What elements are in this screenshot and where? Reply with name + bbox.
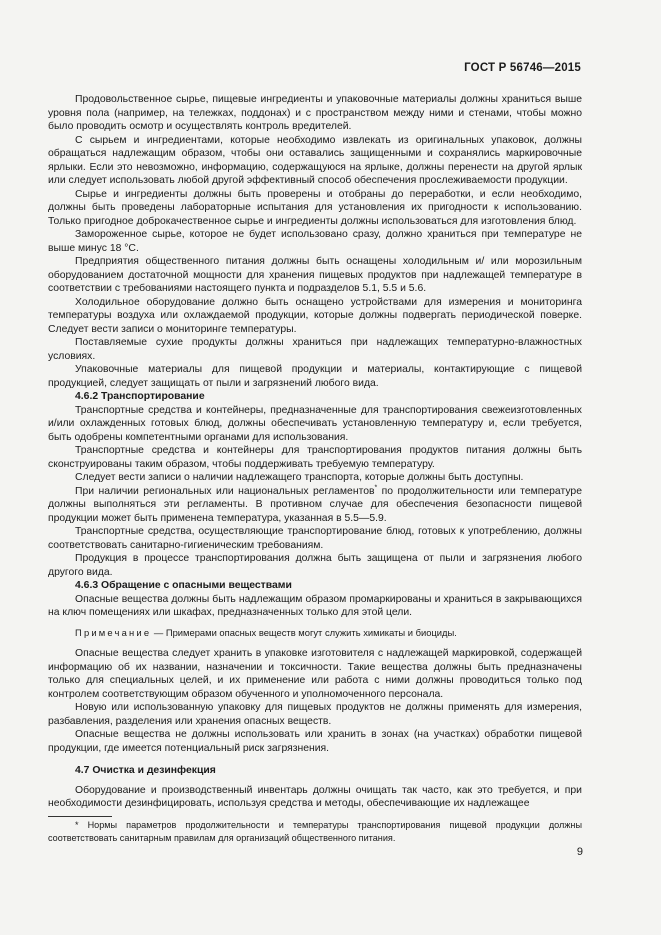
footnote: * Нормы параметров продолжительности и температуры транспортирования пищевой продукции должны соответствовать санитарным правилам для организаций общественного питания. (48, 820, 582, 843)
paragraph: Продукция в процессе транспортирования должна быть защищена от пыли и загрязнения любого другого вида. (48, 553, 582, 578)
note (48, 626, 582, 640)
paragraph: Холодильное оборудование должно быть оснащено устройствами для измерения и мониторинга температуры воздуха или охлаждаемой продукции, которые должны подвергать периодической поверке. Следует вести записи о мониторинге температуры. (48, 296, 582, 335)
paragraph: Транспортные средства, осуществляющие транспортирование блюд, готовых к употреблению, должны соответствовать санитарно-гигиеническим требованиям. (48, 526, 582, 551)
document-header: ГОСТ Р 56746—2015 (464, 62, 581, 74)
paragraph: Продовольственное сырье, пищевые ингредиенты и упаковочные материалы должны храниться выше уровня пола (например, на тележках, поддонах) и с пространством между ними и стенами, чтобы можно было проводить осмотр и осуществлять контроль вредителей. (48, 94, 582, 132)
paragraph-text: по продолжительности или температуре должны выполняться эти регламенты. В противном случае для обеспечения безопасности пищевой продукции может быть применена температура, указанная в 5.5—5.9. (48, 485, 582, 524)
paragraph: Опасные вещества не должны использовать или хранить в зонах (на участках) обработки пищевой продукции, где имеется потенциальный риск загрязнения. (48, 729, 582, 754)
paragraph: Опасные вещества должны быть надлежащим образом промаркированы и храниться в закрывающихся на ключ помещениях или шкафах, предназначенных только для этой цели. (48, 593, 582, 618)
paragraph: Упаковочные материалы для пищевой продукции и материалы, контактирующие с пищевой продукцией, следует защищать от пыли и загрязнений любого вида. (48, 364, 582, 389)
note-text: — Примерами опасных веществ могут служить химикаты и биоциды. (151, 626, 457, 638)
paragraph: Сырье и ингредиенты должны быть проверены и отобраны до переработки, и если необходимо, должны быть проведены лабораторные испытания для установления их пригодности к использованию. Только пригодное доброкачественное сырье и ингредиенты должны использоваться для изготовления блюд. (48, 188, 582, 227)
paragraph: Предприятия общественного питания должны быть оснащены холодильным и/ или морозильным оборудованием достаточной мощности для хранения пищевых продуктов при надлежащей температуре в соответствии с требованиями настоящего пункта и подразделов 5.1, 5.5 и 5.6. (48, 256, 582, 294)
paragraph (48, 485, 582, 526)
paragraph-text: При наличии региональных или национальных регламентов (75, 485, 375, 497)
section-heading-transport: 4.6.2 Транспортирование (75, 391, 205, 402)
paragraph: Транспортные средства и контейнеры, предназначенные для транспортирования свежеизготовленных и/или охлажденных готовых блюд, должны обеспечивать установленную температуру и, если требуется, быть одобрены компетентными органами для использования. (48, 404, 582, 443)
paragraph: Опасные вещества следует хранить в упаковке изготовителя с надлежащей маркировкой, содержащей информацию об их названии, назначении и токсичности. Такие вещества должны быть предназначены только для специальных целей, и их применение или работа с ними должны проводиться только под контролем соответствующим образом обученного и уполномоченного персонала. (48, 648, 582, 700)
section-heading-cleaning: 4.7 Очистка и дезинфекция (75, 765, 216, 776)
paragraph: Замороженное сырье, которое не будет использовано сразу, должно храниться при температуре не выше минус 18 °С. (48, 229, 582, 254)
paragraph: Следует вести записи о наличии надлежащего транспорта, которые должны быть доступны. (75, 472, 524, 483)
paragraph: Новую или использованную упаковку для пищевых продуктов не должны применять для измерения, разбавления, разделения или хранения опасных веществ. (48, 702, 582, 727)
footnote-divider (48, 816, 112, 817)
page-number: 9 (576, 846, 583, 858)
paragraph: Поставляемые сухие продукты должны храниться при надлежащих температурно-влажностных условиях. (48, 337, 582, 362)
paragraph: Транспортные средства и контейнеры для транспортирования продуктов питания должны быть сконструированы таким образом, чтобы поддерживать требуемую температуру. (48, 445, 582, 470)
paragraph: Оборудование и производственный инвентарь должны очищать так часто, как это требуется, и при необходимости дезинфицировать, используя средства и методы, обеспечивающие их надлежащее (48, 784, 582, 809)
page-body (48, 93, 582, 811)
footnote-marker: * (374, 484, 378, 492)
note-label: Примечание (75, 626, 152, 638)
paragraph: С сырьем и ингредиентами, которые необходимо извлекать из оригинальных упаковок, должны обращаться надлежащим образом, чтобы они оставались защищенными и сохранялись маркировочные ярлыки. Если это невозможно, информацию, содержащуюся на ярлыке, должны перенести на другой ярлык или следует использовать любой другой эффективный способ обеспечения прослеживаемости продукции. (48, 134, 582, 186)
section-heading-hazardous: 4.6.3 Обращение с опасными веществами (75, 580, 292, 591)
